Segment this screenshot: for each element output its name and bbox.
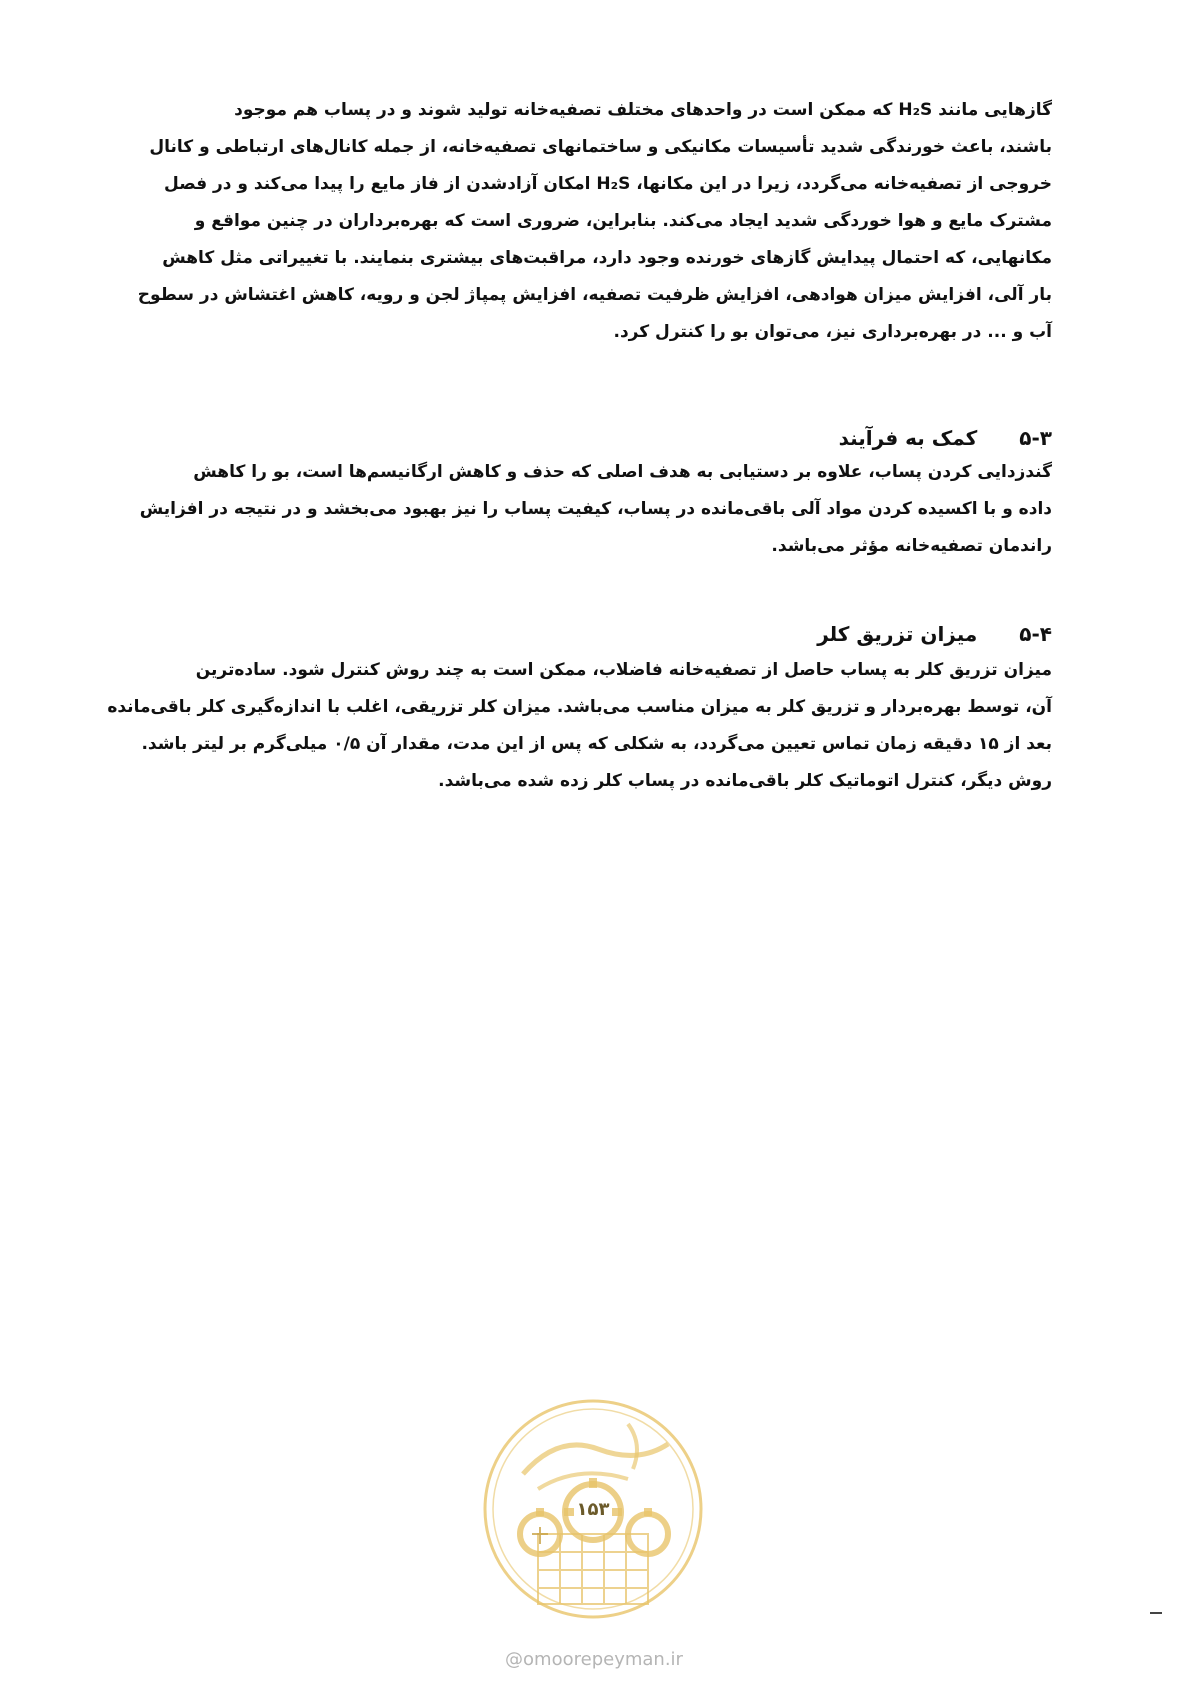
margin-mark [1150, 1612, 1162, 1614]
section-heading-chlorine-dosage [817, 622, 1052, 646]
paragraph-chlorine-dosage [107, 652, 1052, 800]
text-line: مشترک مایع و هوا خوردگی شدید ایجاد می‌کند. بنابراین، ضروری است که بهره‌برداران در چنین مواقع و [194, 211, 1052, 231]
text-line: روش دیگر، کنترل اتوماتیک کلر باقی‌مانده در پساب کلر زده شده می‌باشد. [438, 771, 1052, 791]
section-title: کمک به فرآیند [838, 426, 978, 450]
text-line: آب و ... در بهره‌برداری نیز، می‌توان بو را کنترل کرد. [613, 322, 1052, 342]
text-line: داده و با اکسیده کردن مواد آلی باقی‌مانده در پساب، کیفیت پساب را نیز بهبود می‌بخشد و در نتیجه در افزایش [139, 499, 1052, 519]
text-line: راندمان تصفیه‌خانه مؤثر می‌باشد. [771, 536, 1052, 556]
text-line: مکانهایی، که احتمال پیدایش گازهای خورنده وجود دارد، مراقبت‌های بیشتری بنمایند. با تغییراتی مثل کاهش [162, 248, 1052, 268]
page-number: ۱۵۳ [576, 1499, 610, 1520]
publisher-seal-logo [478, 1394, 708, 1624]
text-line: آن، توسط بهره‌بردار و تزریق کلر به میزان مناسب می‌باشد. میزان کلر تزریقی، اغلب با اندازه‌گیری کلر باقی‌مانده [107, 697, 1052, 717]
section-number: ۵-۴ [1019, 622, 1052, 646]
text-line: بعد از ۱۵ دقیقه زمان تماس تعیین می‌گردد، به شکلی که پس از این مدت، مقدار آن ۰/۵ میلی‌گرم بر لیتر باشد. [141, 734, 1052, 754]
text-line: بار آلی، افزایش میزان هوادهی، افزایش ظرفیت تصفیه، افزایش پمپاژ لجن و رویه، کاهش اغتشاش در سطوح [137, 285, 1052, 305]
text-line: گندزدایی کردن پساب، علاوه بر دستیابی به هدف اصلی که حذف و کاهش ارگانیسم‌ها است، بو را کاهش [193, 462, 1052, 482]
text-line: گازهایی مانند H₂S که ممکن است در واحدهای مختلف تصفیه‌خانه تولید شوند و در پساب هم موجود [234, 100, 1052, 120]
section-title: میزان تزریق کلر [817, 622, 978, 646]
section-number: ۵-۳ [1019, 426, 1052, 450]
section-heading-process-aid [839, 426, 1052, 450]
text-line: باشند، باعث خورندگی شدید تأسیسات مکانیکی و ساختمانهای تصفیه‌خانه، از جمله کانال‌های ارتباطی و کانال [149, 137, 1052, 157]
text-line: خروجی از تصفیه‌خانه می‌گردد، زیرا در این مکانها، H₂S امکان آزادشدن از فاز مایع را پیدا می‌کند و در فصل [164, 174, 1052, 194]
text-line: میزان تزریق کلر به پساب حاصل از تصفیه‌خانه فاضلاب، ممکن است به چند روش کنترل شود. ساده‌ترین [195, 660, 1052, 680]
site-watermark: @omoorepeyman.ir [505, 1649, 683, 1670]
paragraph-odor-control [137, 92, 1052, 351]
paragraph-process-aid [139, 454, 1052, 565]
